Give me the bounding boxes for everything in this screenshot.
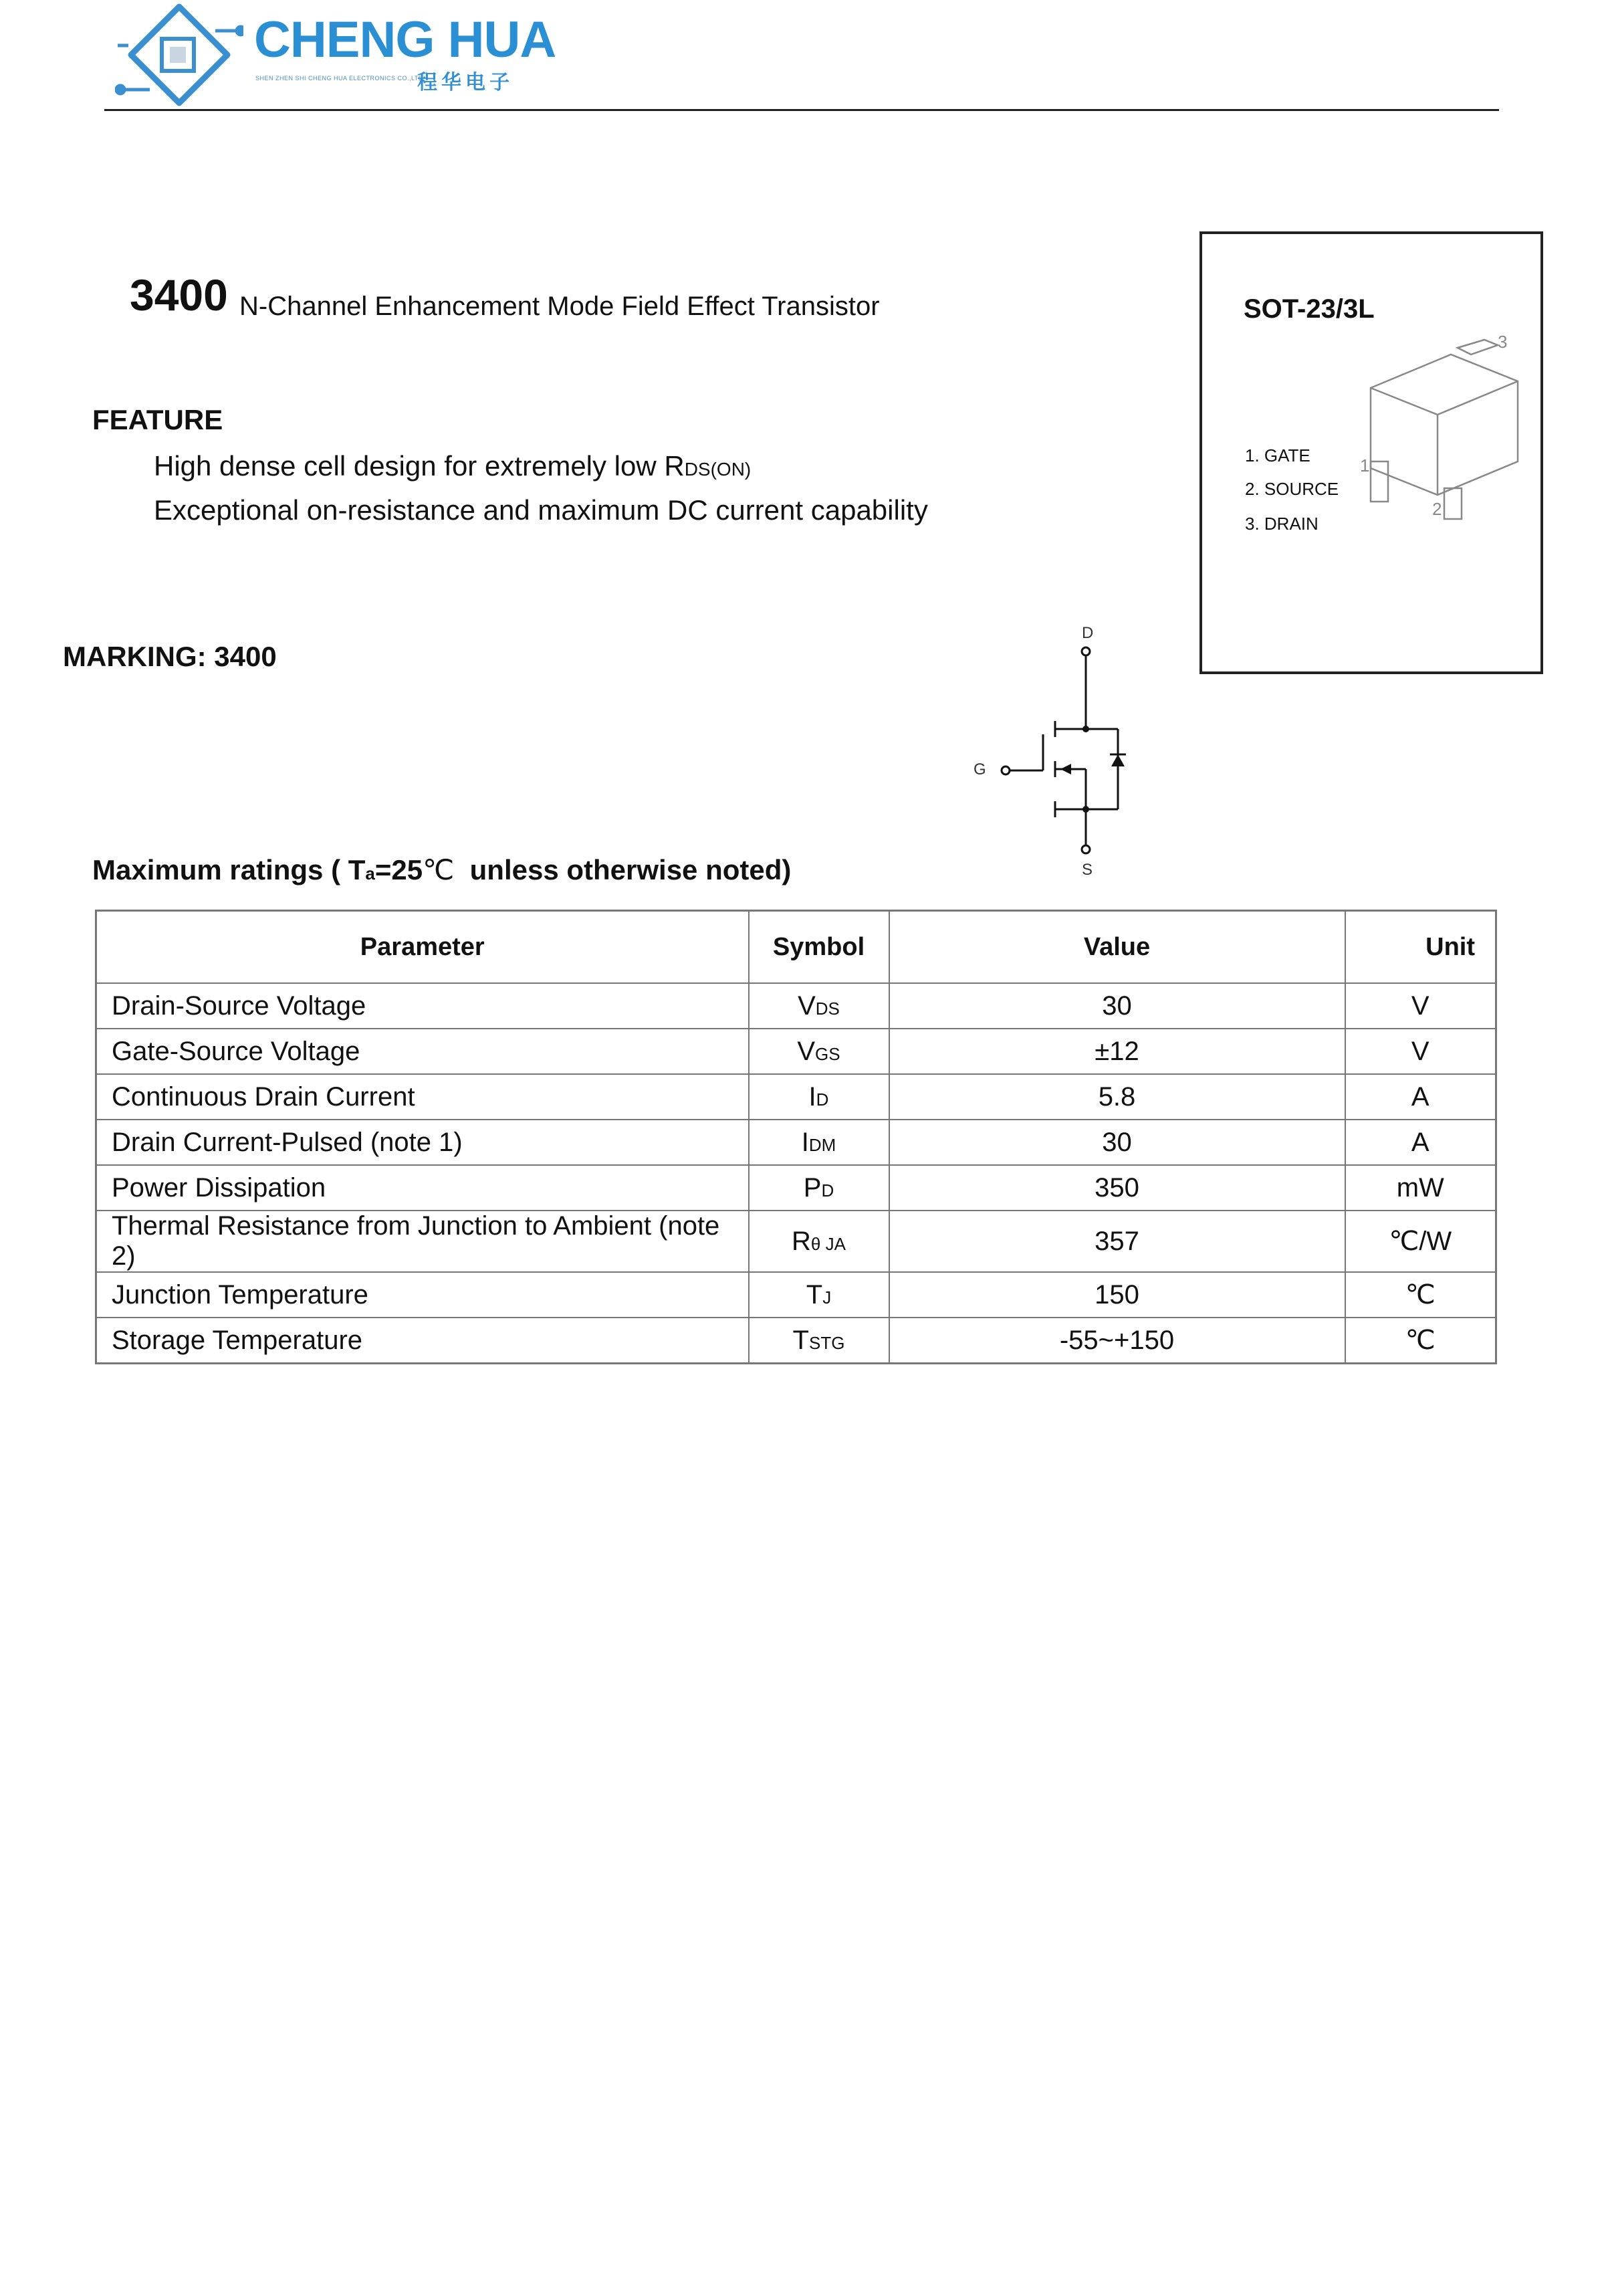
table-row (96, 1120, 1496, 1165)
symbol-main: I (801, 1127, 809, 1157)
unit-cell: mW (1345, 1165, 1496, 1211)
symbol-main: P (803, 1172, 822, 1203)
symbol-main: T (792, 1325, 809, 1355)
parameter-cell: Drain Current-Pulsed (note 1) (96, 1120, 749, 1165)
table-row (96, 1211, 1496, 1272)
header-unit: Unit (1345, 911, 1496, 984)
parameter-cell: Junction Temperature (96, 1272, 749, 1318)
symbol-cell (749, 1165, 889, 1211)
pin-label-drain: 3. DRAIN (1245, 514, 1319, 534)
value-cell: 30 (889, 983, 1345, 1029)
table-header-row (96, 911, 1496, 984)
feature-item-subscript: DS(ON) (684, 459, 752, 480)
pin-number-3: 3 (1498, 332, 1508, 352)
drain-label: D (1082, 624, 1094, 642)
value-cell: 30 (889, 1120, 1345, 1165)
symbol-subscript: θ JA (810, 1233, 846, 1254)
table-row (96, 1165, 1496, 1211)
ratings-title (92, 853, 791, 886)
symbol-subscript: J (822, 1287, 832, 1308)
parameter-cell: Drain-Source Voltage (96, 983, 749, 1029)
symbol-subscript: STG (808, 1332, 845, 1353)
feature-item: Exceptional on-resistance and maximum DC current capability (154, 494, 928, 526)
value-cell: 350 (889, 1165, 1345, 1211)
header-parameter: Parameter (96, 911, 749, 984)
ratings-table-body (96, 983, 1496, 1364)
ratings-title-temp: =25 (374, 854, 423, 885)
unit-cell: A (1345, 1074, 1496, 1120)
parameter-cell: Power Dissipation (96, 1165, 749, 1211)
symbol-main: I (808, 1081, 816, 1112)
ratings-title-degree: ℃ (423, 854, 455, 885)
unit-cell: V (1345, 983, 1496, 1029)
ratings-title-suffix: unless otherwise noted) (454, 854, 792, 885)
marking-label: MARKING: 3400 (63, 641, 277, 672)
brand-subtitle: SHEN ZHEN SHI CHENG HUA ELECTRONICS CO.,LTD (255, 75, 423, 82)
table-row (96, 983, 1496, 1029)
symbol-main: V (797, 1036, 816, 1066)
unit-cell: ℃ (1345, 1272, 1496, 1318)
table-row (96, 1074, 1496, 1120)
symbol-cell (749, 983, 889, 1029)
symbol-subscript: D (816, 1089, 829, 1110)
parameter-cell: Gate-Source Voltage (96, 1029, 749, 1074)
pin-label-gate: 1. GATE (1245, 445, 1310, 465)
table-row (96, 1029, 1496, 1074)
symbol-subscript: DM (808, 1134, 836, 1155)
ratings-title-prefix: Maximum ratings ( T (92, 854, 366, 885)
symbol-cell (749, 1272, 889, 1318)
feature-heading: FEATURE (92, 404, 223, 435)
package-title: SOT-23/3L (1244, 294, 1375, 324)
header-value: Value (889, 911, 1345, 984)
symbol-cell (749, 1074, 889, 1120)
unit-cell: A (1345, 1120, 1496, 1165)
symbol-subscript: DS (815, 998, 840, 1019)
ratings-table (95, 910, 1497, 1364)
symbol-main: R (792, 1226, 811, 1256)
parameter-cell: Storage Temperature (96, 1318, 749, 1364)
table-row (96, 1272, 1496, 1318)
value-cell: 150 (889, 1272, 1345, 1318)
feature-item-text: High dense cell design for extremely low R (154, 450, 685, 482)
symbol-cell (749, 1211, 889, 1272)
brand-chinese-name: 程华电子 (417, 72, 513, 94)
mosfet-schematic-icon (969, 622, 1143, 876)
part-number: 3400 (130, 270, 228, 320)
value-cell: ±12 (889, 1029, 1345, 1074)
company-logo-icon (115, 1, 243, 108)
unit-cell: ℃ (1345, 1318, 1496, 1364)
unit-cell: ℃/W (1345, 1211, 1496, 1272)
value-cell: -55~+150 (889, 1318, 1345, 1364)
symbol-main: T (806, 1279, 823, 1310)
feature-item (154, 452, 751, 480)
pin-label-source: 2. SOURCE (1245, 479, 1339, 499)
sot23-package-drawing (1351, 328, 1531, 522)
parameter-cell: Thermal Resistance from Junction to Ambient (note 2) (96, 1211, 749, 1272)
symbol-cell (749, 1120, 889, 1165)
part-description: N-Channel Enhancement Mode Field Effect Transistor (239, 292, 880, 321)
symbol-cell (749, 1318, 889, 1364)
header-symbol: Symbol (749, 911, 889, 984)
ratings-title-subscript: a (365, 863, 375, 883)
brand-name: CHENG HUA (254, 11, 556, 68)
table-row (96, 1318, 1496, 1364)
unit-cell: V (1345, 1029, 1496, 1074)
header-divider (104, 109, 1499, 111)
symbol-cell (749, 1029, 889, 1074)
symbol-subscript: GS (815, 1043, 840, 1064)
value-cell: 357 (889, 1211, 1345, 1272)
source-label: S (1082, 861, 1093, 876)
symbol-subscript: D (821, 1180, 834, 1201)
pin-number-2: 2 (1432, 499, 1442, 519)
value-cell: 5.8 (889, 1074, 1345, 1120)
parameter-cell: Continuous Drain Current (96, 1074, 749, 1120)
pin-number-1: 1 (1360, 455, 1370, 476)
symbol-main: V (798, 990, 816, 1021)
gate-label: G (974, 760, 986, 778)
